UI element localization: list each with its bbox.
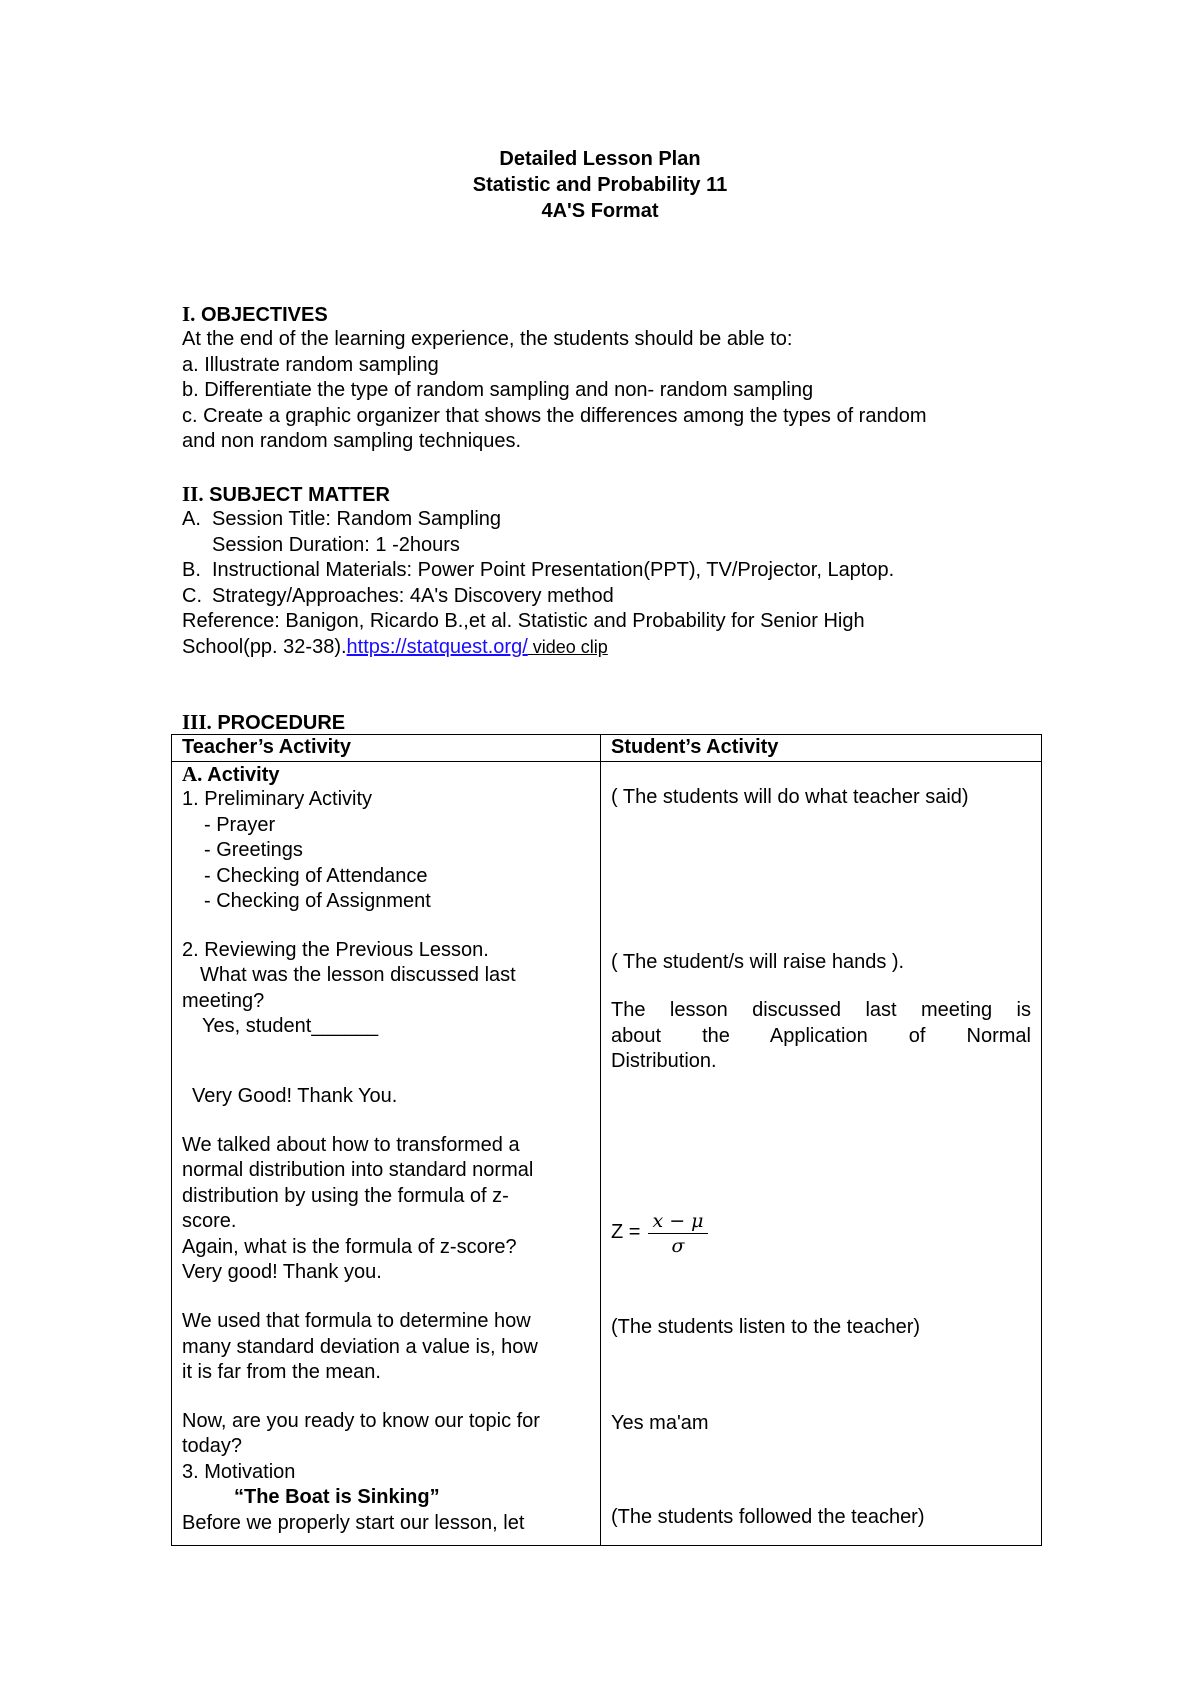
subject-matter-title: SUBJECT MATTER <box>209 484 390 506</box>
talk-line: distribution by using the formula of z- <box>182 1184 509 1207</box>
objective-item: a. Illustrate random sampling <box>182 353 439 376</box>
subject-matter-heading <box>182 482 390 507</box>
used-line: We used that formula to determine how <box>182 1309 531 1332</box>
student-answer-line: The lesson discussed last meeting is <box>611 998 1031 1021</box>
teacher-activity-header: Teacher’s Activity <box>172 735 601 762</box>
activity-letter: A. <box>182 761 203 786</box>
review-question-1: What was the lesson discussed last <box>200 963 516 986</box>
talk-line: normal distribution into standard normal <box>182 1158 534 1181</box>
table-header-row <box>172 735 1042 762</box>
ready-line: today? <box>182 1434 243 1457</box>
subject-matter-body <box>182 507 1042 661</box>
student-answer-line: about the Application of Normal <box>611 1024 1031 1047</box>
doc-title: Detailed Lesson Plan <box>499 148 701 170</box>
used-line: many standard deviation a value is, how <box>182 1335 538 1358</box>
doc-subject: Statistic and Probability 11 <box>472 174 728 196</box>
review-call: Yes, student______ <box>202 1014 379 1037</box>
prelim-item: - Checking of Assignment <box>204 889 431 912</box>
label-c: C. <box>182 584 202 607</box>
very-good-1: Very Good! Thank You. <box>192 1084 398 1107</box>
strategy: Strategy/Approaches: 4A's Discovery method <box>212 584 614 607</box>
talk-line: score. <box>182 1209 237 1232</box>
objectives-num: I. <box>182 302 196 326</box>
z-denominator: σ <box>671 1234 685 1257</box>
session-duration: Session Duration: 1 -2hours <box>212 533 460 556</box>
procedure-num: III. <box>182 710 212 734</box>
reference-line-1: Reference: Banigon, Ricardo B.,et al. Statistic and Probability for Senior High <box>182 610 865 633</box>
prelim-item: - Prayer <box>204 813 276 836</box>
objectives-title: OBJECTIVES <box>201 304 328 326</box>
student-activity-cell <box>601 761 1042 1545</box>
session-title: Session Title: Random Sampling <box>212 508 502 530</box>
z-lhs: Z = <box>611 1221 641 1244</box>
ready-line: Now, are you ready to know our topic for <box>182 1409 540 1432</box>
objectives-body <box>182 327 1042 455</box>
prelim-item: - Greetings <box>204 838 303 861</box>
activity-title: Activity <box>207 763 280 786</box>
label-a: A. <box>182 508 201 530</box>
z-numerator: x − μ <box>648 1209 707 1234</box>
teacher-activity-cell <box>172 761 601 1545</box>
activity-heading <box>182 762 590 789</box>
label-b: B. <box>182 559 201 582</box>
student-response: (The students listen to the teacher) <box>611 1315 921 1338</box>
title-block <box>0 146 1200 224</box>
subject-matter-num: II. <box>182 482 204 506</box>
before-line: Before we properly start our lesson, let <box>182 1511 525 1534</box>
motivation: 3. Motivation <box>182 1460 296 1483</box>
talk-line: We talked about how to transformed a <box>182 1133 520 1156</box>
preliminary-activity: 1. Preliminary Activity <box>182 787 373 810</box>
objectives-intro: At the end of the learning experience, the students should be able to: <box>182 328 793 350</box>
table-row <box>172 761 1042 1545</box>
video-clip-text: video clip <box>527 636 608 657</box>
objectives-heading <box>182 302 328 327</box>
objective-item: and non random sampling techniques. <box>182 430 522 453</box>
student-activity-header: Student’s Activity <box>601 735 1042 762</box>
student-response: (The students followed the teacher) <box>611 1505 925 1528</box>
procedure-heading <box>182 710 345 735</box>
z-score-formula <box>611 1209 1031 1258</box>
reviewing-lesson: 2. Reviewing the Previous Lesson. <box>182 938 489 961</box>
boat-game-title: “The Boat is Sinking” <box>234 1485 440 1508</box>
student-response: ( The students will do what teacher said) <box>611 785 969 808</box>
procedure-table <box>171 734 1042 1546</box>
student-response: ( The student/s will raise hands ). <box>611 950 905 973</box>
review-question-2: meeting? <box>182 989 265 1012</box>
objective-item: b. Differentiate the type of random sampling and non- random sampling <box>182 379 814 402</box>
again-question: Again, what is the formula of z-score? <box>182 1235 517 1258</box>
instructional-materials: Instructional Materials: Power Point Presentation(PPT), TV/Projector, Laptop. <box>212 559 895 582</box>
statquest-link[interactable]: https://statquest.org/ <box>346 635 528 658</box>
very-good-2: Very good! Thank you. <box>182 1260 382 1283</box>
doc-format: 4A'S Format <box>541 200 659 222</box>
reference-line-2: School(pp. 32-38). <box>182 635 347 658</box>
student-answer-line: Distribution. <box>611 1049 717 1072</box>
used-line: it is far from the mean. <box>182 1360 381 1383</box>
objective-item: c. Create a graphic organizer that shows the differences among the types of random <box>182 404 927 427</box>
student-response: Yes ma'am <box>611 1411 709 1434</box>
prelim-item: - Checking of Attendance <box>204 864 428 887</box>
procedure-title: PROCEDURE <box>217 712 346 734</box>
